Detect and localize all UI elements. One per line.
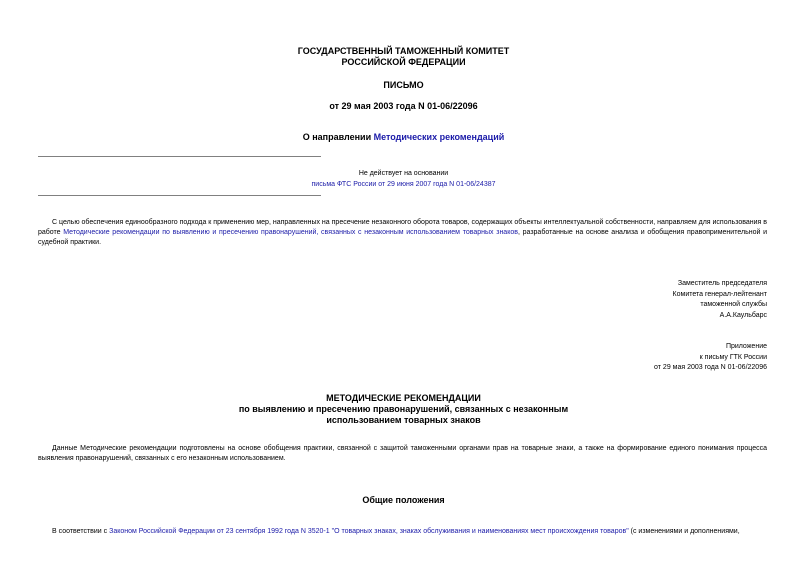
doc-subject: [0, 132, 807, 143]
intro-paragraph: [38, 218, 767, 248]
general-text-end: (с изменениями и дополнениями,: [628, 528, 740, 535]
org-name-line2: РОССИЙСКОЙ ФЕДЕРАЦИИ: [341, 57, 466, 67]
divider-bottom: [38, 195, 321, 196]
org-name-line1: ГОСУДАРСТВЕННЫЙ ТАМОЖЕННЫЙ КОМИТЕТ: [297, 46, 510, 56]
general-text-start: В соответствии с: [52, 528, 110, 535]
divider-top: [38, 156, 321, 157]
signature-line3: таможенной службы: [700, 301, 767, 308]
appendix-block: [654, 342, 767, 374]
recommendations-paragraph: [38, 444, 767, 464]
subject-link[interactable]: Методических рекомендаций: [373, 132, 505, 142]
appendix-line1: Приложение: [725, 343, 767, 350]
intro-link[interactable]: Методические рекомендации по выявлению и пресечению правонарушений, связанных с незаконным использованием товарных знаков: [63, 229, 518, 236]
doc-type: ПИСЬМО: [383, 80, 424, 90]
signature-block: [673, 279, 767, 321]
signature-name: А.А.Каульбарс: [719, 311, 767, 319]
recommendations-title3: использованием товарных знаков: [326, 415, 481, 425]
recommendations-title2: по выявлению и пресечению правонарушений, связанных с незаконным: [238, 404, 569, 414]
subject-prefix: О направлении: [302, 132, 374, 142]
general-law-link[interactable]: Законом Российской Федерации от 23 сентября 1992 года N 3520-1 "О товарных знаках, знаках обслуживания и наименованиях мест происхождения товаров": [109, 528, 629, 535]
recommendations-title1: МЕТОДИЧЕСКИЕ РЕКОМЕНДАЦИИ: [326, 393, 481, 403]
signature-line1: Заместитель председателя: [677, 280, 767, 287]
intro-text-end: , разработанные на основе анализа и обобщения правоприменительной и судебной практики.: [38, 229, 768, 246]
general-heading: Общие положения: [362, 495, 445, 505]
status-link[interactable]: письма ФТС России от 29 июня 2007 года N 01-06/24387: [311, 181, 496, 188]
general-paragraph: [38, 527, 767, 537]
intro-text-start: С целью обеспечения единообразного подхода к применению мер, направленных на пресечение незаконного оборота товаров, содержащих объекты интеллектуальной собственности, направляем для использования в работе: [38, 219, 767, 236]
recommendations-text: Данные Методические рекомендации подготовлены на основе обобщения практики, связанной с защитой таможенными органами прав на товарные знаки, а также на формирование единого понимания процесса выявления правонарушений, связанных с его незаконным использованием.: [38, 445, 767, 462]
doc-date: от 29 мая 2003 года N 01-06/22096: [329, 101, 478, 111]
signature-line2: Комитета генерал-лейтенант: [672, 290, 767, 298]
status-line: Не действует на основании: [358, 170, 449, 177]
appendix-line3: от 29 мая 2003 года N 01-06/22096: [654, 364, 767, 371]
appendix-line2: к письму ГТК России: [699, 353, 767, 361]
